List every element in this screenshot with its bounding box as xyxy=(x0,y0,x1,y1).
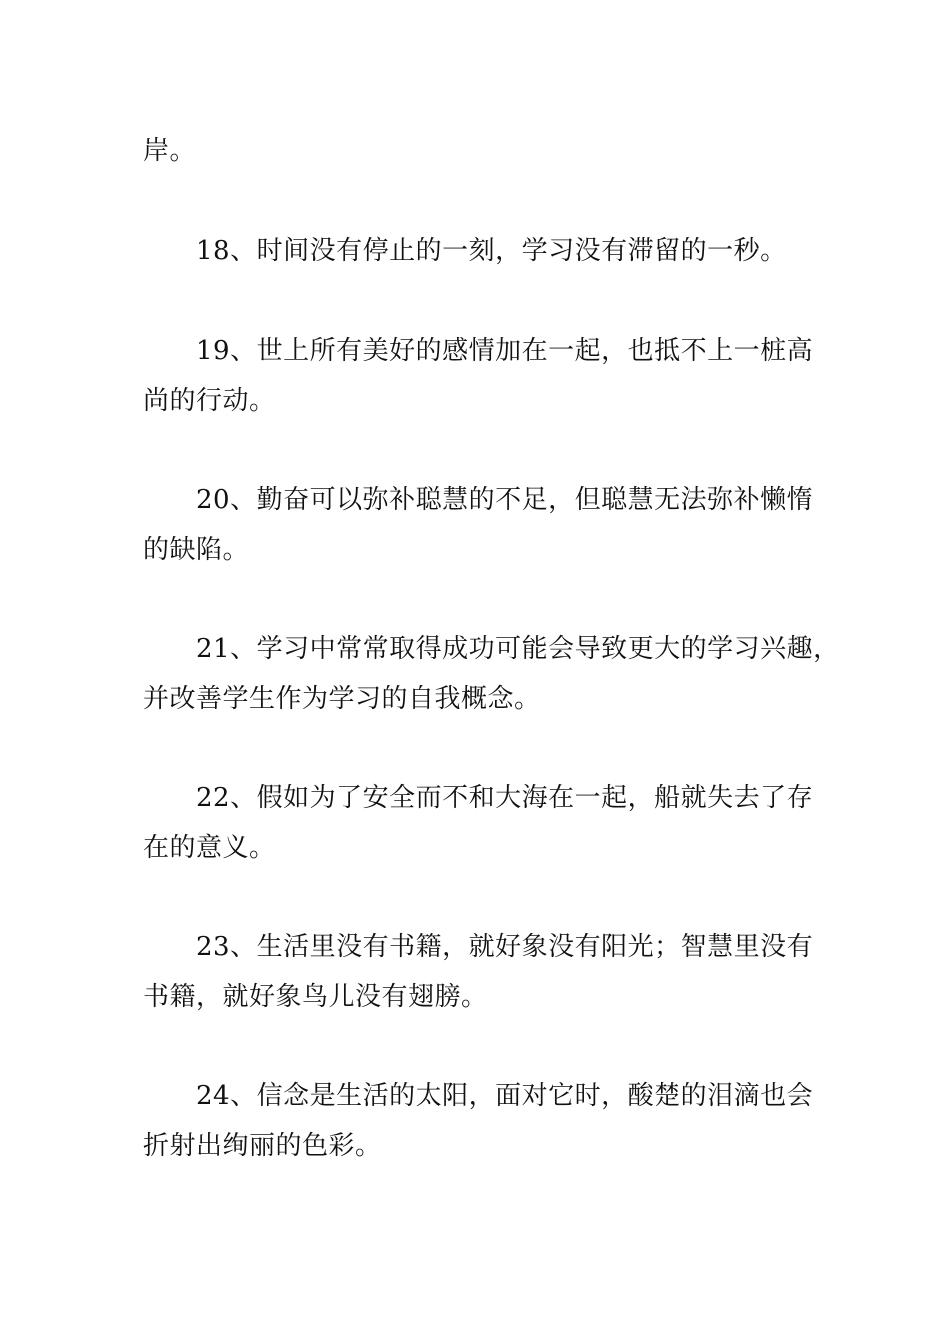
quote-19-line-1: 19、世上所有美好的感情加在一起，也抵不上一桩高 xyxy=(196,336,814,366)
continuation-text: 岸。 xyxy=(143,136,197,166)
quote-19-line-2: 尚的行动。 xyxy=(143,386,276,416)
quote-24-line-2: 折射出绚丽的色彩。 xyxy=(143,1131,382,1161)
quote-18-line-1: 18、时间没有停止的一刻，学习没有滞留的一秒。 xyxy=(196,236,787,266)
quote-23-line-1: 23、生活里没有书籍，就好象没有阳光；智慧里没有 xyxy=(196,932,814,962)
quote-20-line-1: 20、勤奋可以弥补聪慧的不足，但聪慧无法弥补懒惰 xyxy=(196,485,814,515)
quote-21-line-1: 21、学习中常常取得成功可能会导致更大的学习兴趣， xyxy=(196,634,840,664)
quote-24-line-1: 24、信念是生活的太阳，面对它时，酸楚的泪滴也会 xyxy=(196,1081,814,1111)
quote-23-line-2: 书籍，就好象鸟儿没有翅膀。 xyxy=(143,982,488,1012)
quote-22-line-2: 在的意义。 xyxy=(143,833,276,863)
quote-20-line-2: 的缺陷。 xyxy=(143,535,250,565)
quote-22-line-1: 22、假如为了安全而不和大海在一起，船就失去了存 xyxy=(196,783,814,813)
quote-21-line-2: 并改善学生作为学习的自我概念。 xyxy=(143,684,541,714)
